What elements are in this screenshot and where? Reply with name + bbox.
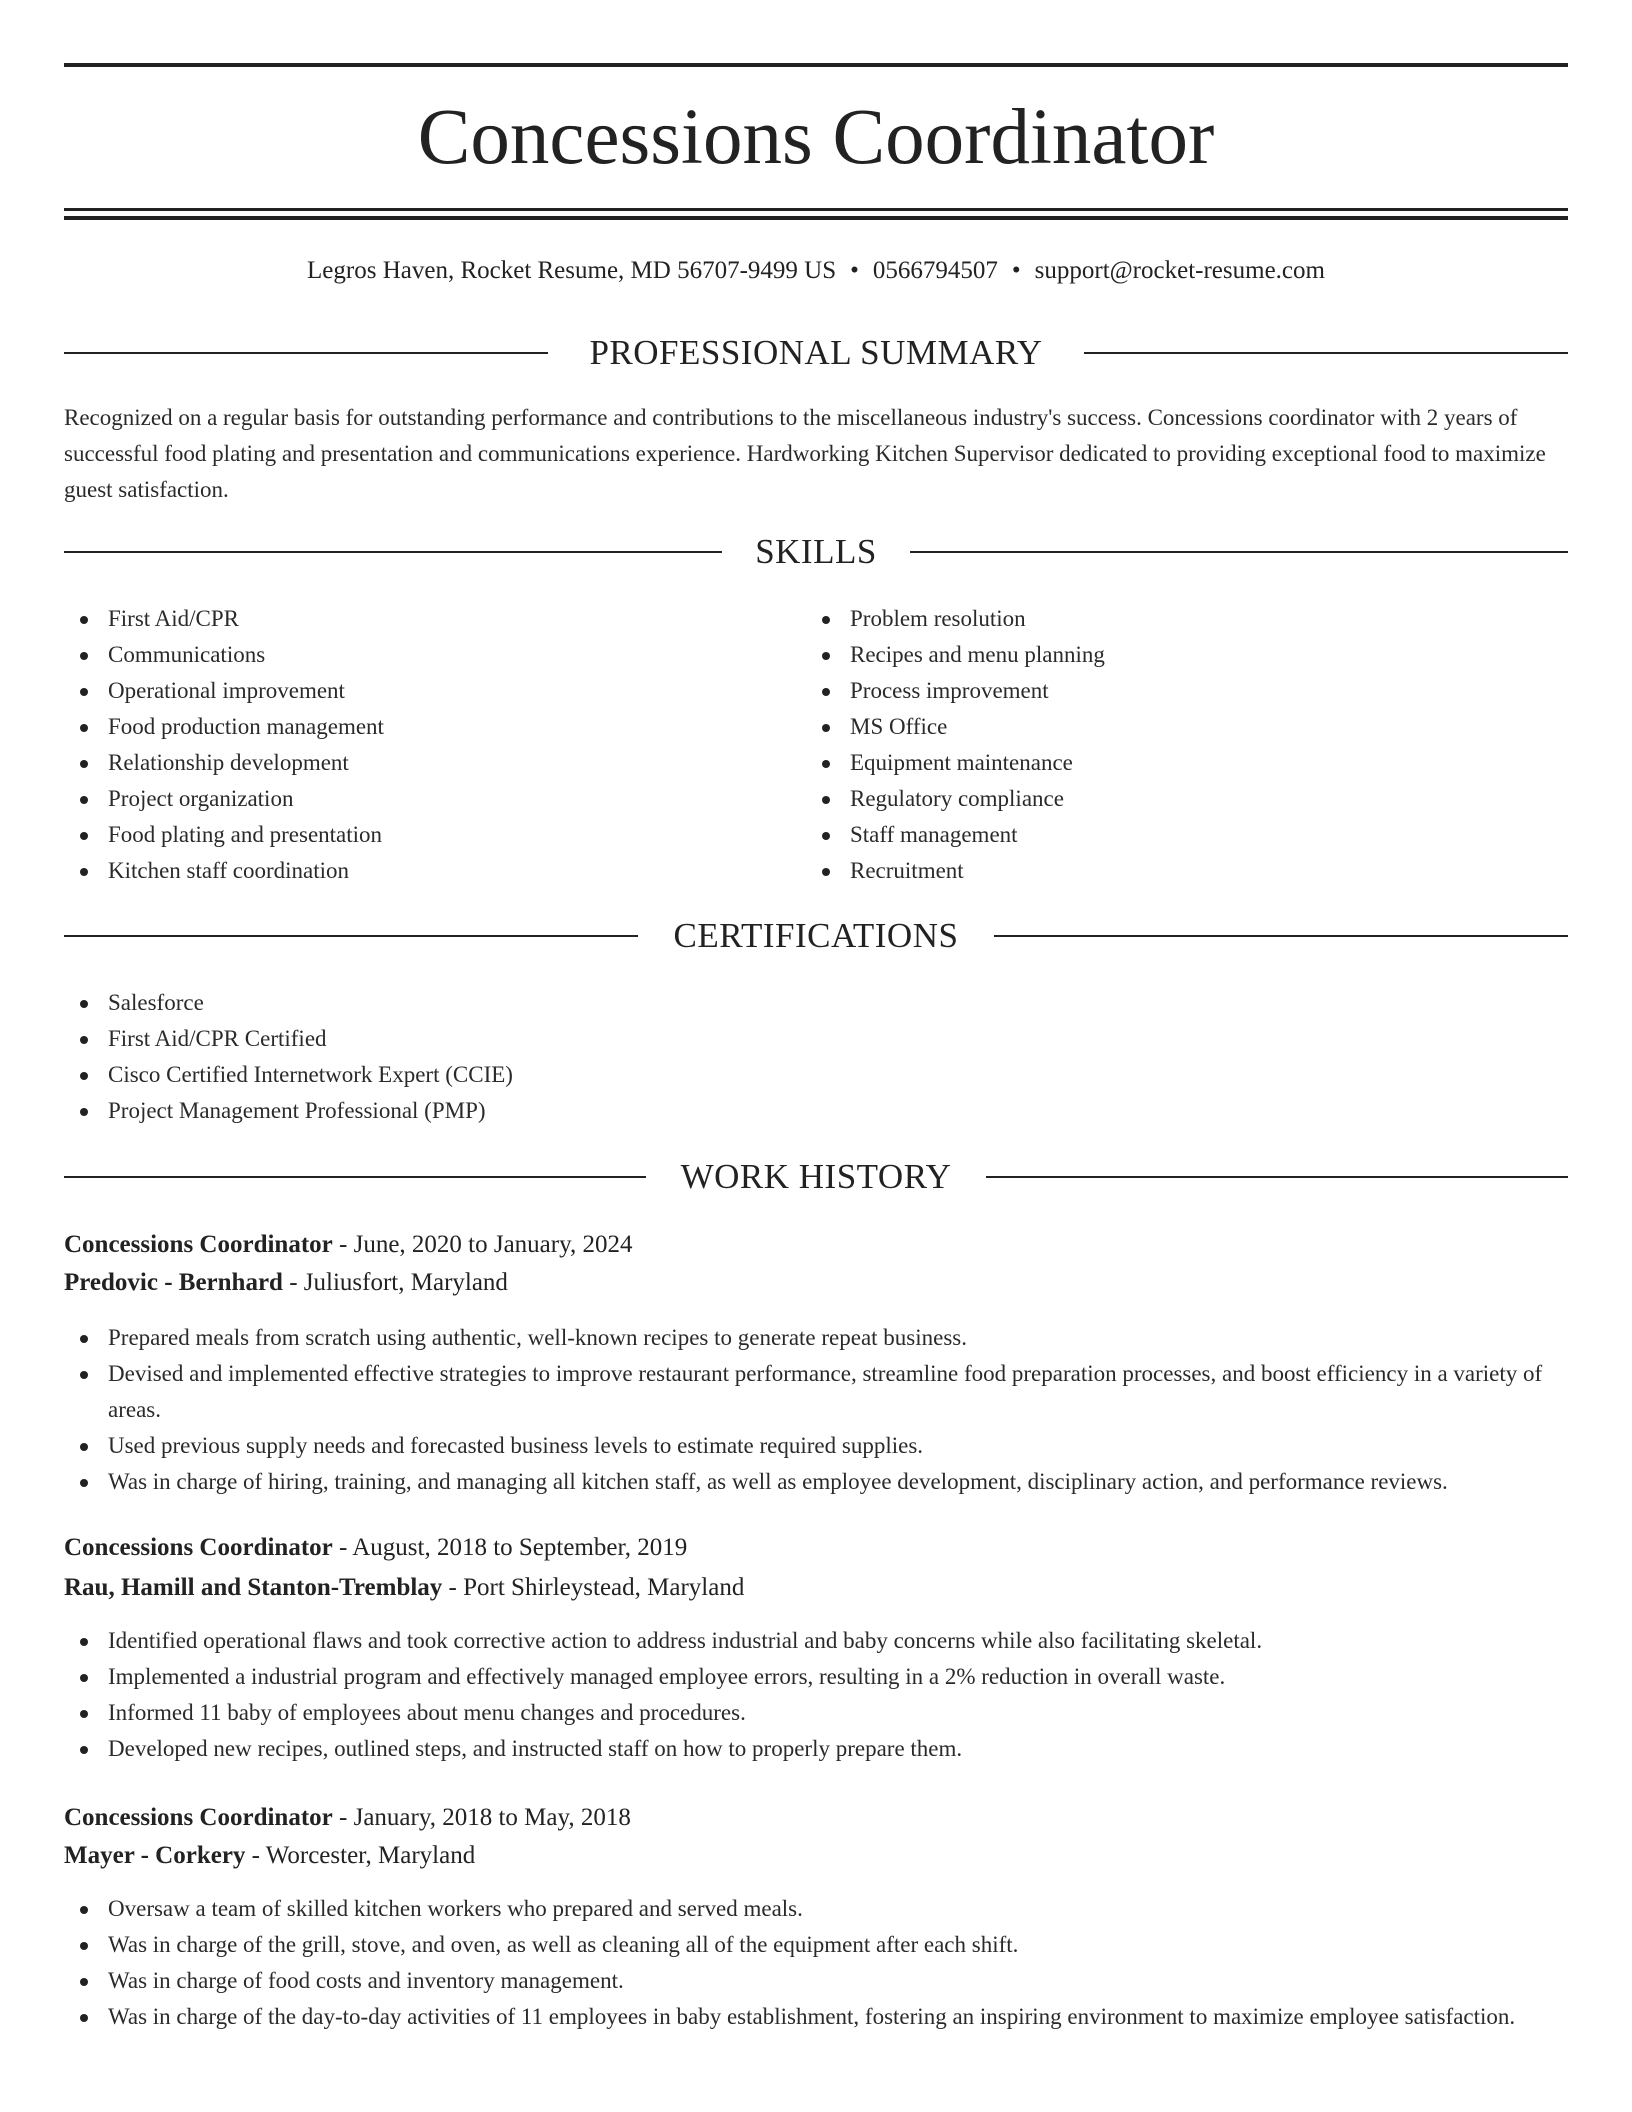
job-bullet: Was in charge of hiring, training, and managing all kitchen staff, as well as employee development, disciplinary action, and performance reviews. [64, 1464, 1568, 1500]
skills-heading-title: SKILLS [755, 532, 877, 571]
job-company-line [64, 1838, 1568, 1874]
job-title: Concessions Coordinator [64, 1804, 333, 1831]
skill-item: Project organization [64, 781, 784, 817]
job-dates: - August, 2018 to September, 2019 [332, 1534, 688, 1561]
header-double-rule-upper [64, 208, 1568, 211]
heading-rule-left [64, 352, 548, 354]
skill-item: Food plating and presentation [64, 817, 784, 853]
heading-rule-right [986, 1176, 1568, 1178]
job-bullet: Was in charge of the grill, stove, and oven, as well as cleaning all of the equipment after each shift. [64, 1927, 1568, 1963]
skill-item: Relationship development [64, 745, 784, 781]
skill-item: Equipment maintenance [806, 745, 1526, 781]
header-double-rule-lower [64, 216, 1568, 220]
contact-separator: • [850, 257, 859, 284]
skill-item: Process improvement [806, 673, 1526, 709]
certification-item: Salesforce [64, 985, 1568, 1021]
contact-separator: • [1011, 257, 1021, 284]
contact-address: Legros Haven, Rocket Resume, MD 56707-9499 US [307, 257, 837, 284]
skill-item: Communications [64, 637, 784, 673]
heading-rule-right [1084, 352, 1568, 354]
job-dates: - June, 2020 to January, 2024 [332, 1231, 633, 1258]
job-bullet: Developed new recipes, outlined steps, and instructed staff on how to properly prepare them. [64, 1731, 1568, 1767]
job-bullet: Was in charge of the day-to-day activities of 11 employees in baby establishment, fostering an inspiring environment to maximize employee satisfaction. [64, 1999, 1568, 2035]
certifications-list [64, 985, 1568, 1129]
skill-item: First Aid/CPR [64, 601, 784, 637]
job-dates: - January, 2018 to May, 2018 [332, 1804, 631, 1831]
heading-rule-left [64, 551, 722, 553]
job-bullet: Identified operational flaws and took corrective action to address industrial and baby concerns while also facilitating skeletal. [64, 1623, 1568, 1659]
skill-item: Kitchen staff coordination [64, 853, 784, 889]
job-title: Concessions Coordinator [64, 1534, 333, 1561]
certification-item: Cisco Certified Internetwork Expert (CCIE) [64, 1057, 1568, 1093]
job-title: Concessions Coordinator [64, 1231, 333, 1258]
job-bullet: Was in charge of food costs and inventory management. [64, 1963, 1568, 1999]
contact-email: support@rocket-resume.com [1034, 257, 1325, 284]
header-top-rule [64, 63, 1568, 67]
contact-phone: 0566794507 [872, 257, 998, 284]
job-bullet: Informed 11 baby of employees about menu changes and procedures. [64, 1695, 1568, 1731]
job-bullet: Oversaw a team of skilled kitchen workers who prepared and served meals. [64, 1891, 1568, 1927]
heading-rule-left [64, 935, 638, 937]
skill-item: Regulatory compliance [806, 781, 1526, 817]
job-title-line [64, 1530, 1568, 1566]
summary-heading-title: PROFESSIONAL SUMMARY [589, 333, 1043, 372]
contact-line [64, 253, 1568, 289]
skill-item: Food production management [64, 709, 784, 745]
skill-item: Recruitment [806, 853, 1526, 889]
job-company-line [64, 1570, 1568, 1606]
certification-item: First Aid/CPR Certified [64, 1021, 1568, 1057]
job-title-line [64, 1227, 1568, 1263]
skills-heading [64, 530, 1568, 574]
job-company: Predovic - Bernhard [64, 1269, 283, 1296]
summary-heading [64, 331, 1568, 375]
job-bullets [64, 1623, 1568, 1767]
resume-name: Concessions Coordinator [417, 94, 1215, 181]
job-location: - Worcester, Maryland [245, 1842, 476, 1869]
job-company: Rau, Hamill and Stanton-Tremblay [64, 1574, 443, 1601]
skill-item: MS Office [806, 709, 1526, 745]
skills-column-right [806, 601, 1526, 889]
job-title-line [64, 1800, 1568, 1836]
job-bullet: Implemented a industrial program and effectively managed employee errors, resulting in a 2% reduction in overall waste. [64, 1659, 1568, 1695]
work-history-heading [64, 1155, 1568, 1199]
certification-item: Project Management Professional (PMP) [64, 1093, 1568, 1129]
job-location: - Port Shirleystead, Maryland [442, 1574, 745, 1601]
summary-text: Recognized on a regular basis for outstanding performance and contributions to the miscellaneous industry's success. Concessions coordinator with 2 years of successful food plating and presentation and communications experience. Hardworking Kitchen Supervisor dedicated to providing exceptional food to maximize guest satisfaction. [64, 405, 1546, 502]
skills-column-left [64, 601, 784, 889]
skill-item: Problem resolution [806, 601, 1526, 637]
job-bullet: Devised and implemented effective strategies to improve restaurant performance, streamline food preparation processes, and boost efficiency in a variety of areas. [64, 1356, 1568, 1428]
job-bullets [64, 1320, 1568, 1500]
skill-item: Operational improvement [64, 673, 784, 709]
work-history-heading-title: WORK HISTORY [680, 1157, 952, 1196]
skill-item: Staff management [806, 817, 1526, 853]
heading-rule-left [64, 1176, 646, 1178]
skill-item: Recipes and menu planning [806, 637, 1526, 673]
job-bullet: Used previous supply needs and forecasted business levels to estimate required supplies. [64, 1428, 1568, 1464]
heading-rule-right [910, 551, 1568, 553]
job-company-line [64, 1265, 1568, 1301]
certifications-heading-title: CERTIFICATIONS [673, 916, 959, 955]
job-bullet: Prepared meals from scratch using authentic, well-known recipes to generate repeat business. [64, 1320, 1568, 1356]
heading-rule-right [994, 935, 1568, 937]
job-bullets [64, 1891, 1568, 2035]
certifications-heading [64, 914, 1568, 958]
job-location: - Juliusfort, Maryland [282, 1269, 508, 1296]
job-company: Mayer - Corkery [64, 1842, 246, 1869]
